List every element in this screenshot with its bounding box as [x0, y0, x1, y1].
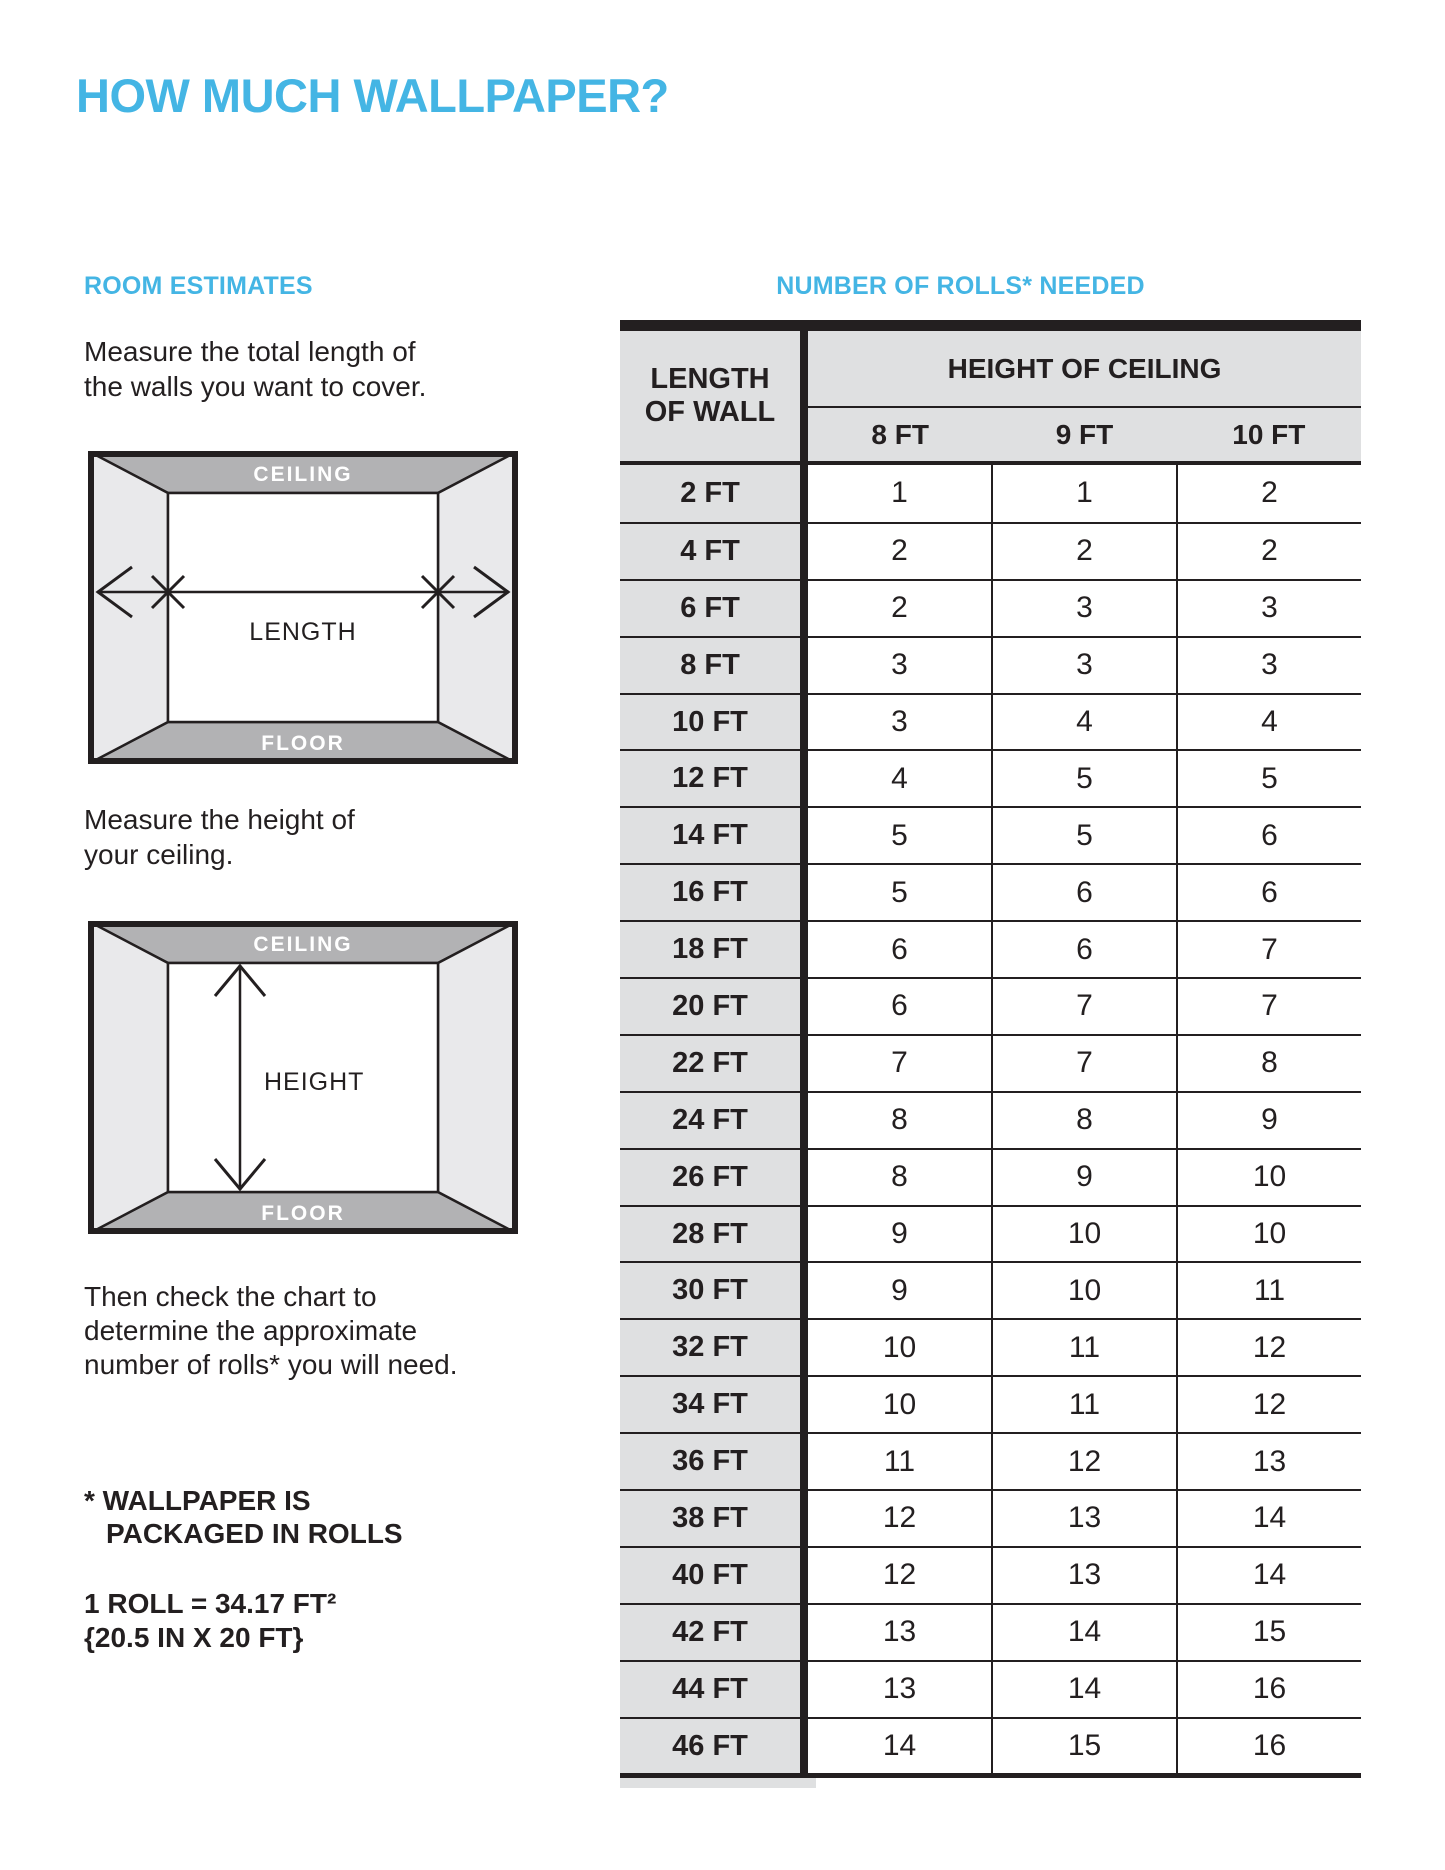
roll-count-cell: 10	[808, 1320, 991, 1375]
roll-count-cell: 12	[808, 1548, 991, 1603]
ceiling-label: CEILING	[253, 463, 353, 486]
wall-length-label: 10 FT	[620, 695, 808, 750]
roll-count-cell: 7	[991, 979, 1176, 1034]
roll-count-cell: 11	[991, 1320, 1176, 1375]
roll-count-cell: 2	[808, 581, 991, 636]
wall-length-label: 22 FT	[620, 1036, 808, 1091]
table-row	[620, 1205, 1361, 1262]
roll-count-cell: 10	[991, 1207, 1176, 1262]
roll-count-cell: 15	[991, 1719, 1176, 1774]
wall-length-label: 6 FT	[620, 581, 808, 636]
roll-count-cell: 14	[1176, 1548, 1361, 1603]
roll-count-cell: 3	[991, 638, 1176, 693]
room-length-diagram	[88, 451, 518, 764]
table-row	[620, 749, 1361, 806]
roll-size-note: 1 ROLL = 34.17 FT² {20.5 IN X 20 FT}	[84, 1588, 337, 1653]
roll-count-cell: 3	[1176, 581, 1361, 636]
roll-count-cell: 8	[991, 1093, 1176, 1148]
instruction-measure-length: Measure the total length of the walls you want to cover.	[84, 336, 427, 402]
wall-length-label: 20 FT	[620, 979, 808, 1034]
roll-count-cell: 4	[1176, 695, 1361, 750]
wall-length-label: 32 FT	[620, 1320, 808, 1375]
roll-count-cell: 6	[808, 979, 991, 1034]
table-row	[620, 465, 1361, 522]
wall-length-label: 40 FT	[620, 1548, 808, 1603]
roll-count-cell: 5	[808, 808, 991, 863]
roll-count-cell: 10	[991, 1263, 1176, 1318]
roll-count-cell: 14	[808, 1719, 991, 1774]
table-header	[620, 331, 1361, 465]
roll-count-cell: 8	[808, 1150, 991, 1205]
length-of-wall-header: LENGTH OF WALL	[620, 331, 808, 461]
roll-count-cell: 12	[991, 1434, 1176, 1489]
floor-label: FLOOR	[261, 732, 345, 755]
length-label: LENGTH	[249, 618, 357, 646]
table-row	[620, 920, 1361, 977]
wall-length-label: 44 FT	[620, 1662, 808, 1717]
rolls-table	[620, 320, 1361, 1788]
table-body	[620, 465, 1361, 1778]
section-heading-room-estimates: ROOM ESTIMATES	[84, 272, 313, 300]
roll-count-cell: 2	[991, 524, 1176, 579]
table-row	[620, 1603, 1361, 1660]
left-wall-surface	[88, 451, 168, 764]
roll-count-cell: 2	[1176, 465, 1361, 522]
wall-length-label: 38 FT	[620, 1491, 808, 1546]
roll-count-cell: 7	[1176, 979, 1361, 1034]
roll-count-cell: 14	[991, 1605, 1176, 1660]
height-of-ceiling-label: HEIGHT OF CEILING	[808, 331, 1361, 408]
roll-count-cell: 4	[808, 751, 991, 806]
table-row	[620, 1546, 1361, 1603]
roll-count-cell: 10	[1176, 1150, 1361, 1205]
table-row	[620, 1432, 1361, 1489]
wall-length-label: 2 FT	[620, 465, 808, 522]
wall-length-label: 34 FT	[620, 1377, 808, 1432]
page-title: HOW MUCH WALLPAPER?	[76, 69, 669, 122]
table-row	[620, 1318, 1361, 1375]
roll-count-cell: 3	[1176, 638, 1361, 693]
roll-count-cell: 16	[1176, 1662, 1361, 1717]
wall-length-label: 30 FT	[620, 1263, 808, 1318]
roll-count-cell: 5	[1176, 751, 1361, 806]
wall-length-label: 18 FT	[620, 922, 808, 977]
roll-count-cell: 13	[808, 1662, 991, 1717]
table-row	[620, 636, 1361, 693]
roll-count-cell: 13	[991, 1548, 1176, 1603]
height-of-ceiling-header	[808, 331, 1361, 461]
roll-count-cell: 9	[808, 1263, 991, 1318]
room-height-diagram	[88, 921, 518, 1234]
roll-count-cell: 11	[1176, 1263, 1361, 1318]
table-row	[620, 579, 1361, 636]
roll-count-cell: 14	[991, 1662, 1176, 1717]
roll-count-cell: 4	[991, 695, 1176, 750]
table-row	[620, 1375, 1361, 1432]
roll-count-cell: 13	[991, 1491, 1176, 1546]
roll-count-cell: 3	[808, 638, 991, 693]
roll-count-cell: 1	[808, 465, 991, 522]
wall-length-label: 24 FT	[620, 1093, 808, 1148]
right-wall-surface	[438, 921, 518, 1234]
roll-count-cell: 6	[991, 865, 1176, 920]
roll-count-cell: 5	[991, 751, 1176, 806]
table-row	[620, 806, 1361, 863]
table-row	[620, 693, 1361, 750]
table-row	[620, 1091, 1361, 1148]
roll-count-cell: 6	[808, 922, 991, 977]
wall-length-label: 46 FT	[620, 1719, 808, 1774]
roll-count-cell: 6	[991, 922, 1176, 977]
roll-count-cell: 13	[808, 1605, 991, 1660]
roll-count-cell: 6	[1176, 865, 1361, 920]
roll-count-cell: 16	[1176, 1719, 1361, 1774]
roll-count-cell: 15	[1176, 1605, 1361, 1660]
table-row	[620, 1261, 1361, 1318]
roll-count-cell: 12	[1176, 1320, 1361, 1375]
roll-count-cell: 8	[808, 1093, 991, 1148]
roll-count-cell: 7	[1176, 922, 1361, 977]
wall-length-label: 28 FT	[620, 1207, 808, 1262]
roll-count-cell: 5	[808, 865, 991, 920]
roll-count-cell: 13	[1176, 1434, 1361, 1489]
wall-length-label: 16 FT	[620, 865, 808, 920]
table-row	[620, 1148, 1361, 1205]
height-label: HEIGHT	[264, 1068, 365, 1096]
roll-count-cell: 2	[808, 524, 991, 579]
roll-count-cell: 10	[1176, 1207, 1361, 1262]
wall-length-label: 4 FT	[620, 524, 808, 579]
roll-count-cell: 12	[1176, 1377, 1361, 1432]
table-row	[620, 522, 1361, 579]
wall-length-label: 12 FT	[620, 751, 808, 806]
instruction-check-chart: Then check the chart to determine the approximate number of rolls* you will need.	[84, 1281, 458, 1380]
roll-count-cell: 1	[991, 465, 1176, 522]
table-bottom-gray-stub	[620, 1778, 816, 1788]
wall-length-label: 8 FT	[620, 638, 808, 693]
floor-label: FLOOR	[261, 1202, 345, 1225]
table-row	[620, 1489, 1361, 1546]
right-wall-surface	[438, 451, 518, 764]
table-row	[620, 977, 1361, 1034]
left-wall-surface	[88, 921, 168, 1234]
ceiling-height-columns	[808, 408, 1361, 461]
wallpaper-rolls-footnote: * WALLPAPER IS PACKAGED IN ROLLS	[84, 1485, 403, 1549]
roll-count-cell: 9	[808, 1207, 991, 1262]
roll-count-cell: 12	[808, 1491, 991, 1546]
col-header-9ft: 9 FT	[1055, 418, 1114, 450]
col-header-8ft: 8 FT	[871, 418, 929, 450]
wall-length-label: 42 FT	[620, 1605, 808, 1660]
roll-count-cell: 9	[991, 1150, 1176, 1205]
rolls-table-heading: NUMBER OF ROLLS* NEEDED	[776, 272, 1145, 300]
table-top-bar	[620, 320, 1361, 331]
roll-count-cell: 14	[1176, 1491, 1361, 1546]
roll-count-cell: 7	[991, 1036, 1176, 1091]
roll-count-cell: 11	[808, 1434, 991, 1489]
wall-length-label: 14 FT	[620, 808, 808, 863]
roll-count-cell: 5	[991, 808, 1176, 863]
roll-count-cell: 3	[991, 581, 1176, 636]
roll-count-cell: 8	[1176, 1036, 1361, 1091]
table-row	[620, 863, 1361, 920]
roll-count-cell: 3	[808, 695, 991, 750]
wall-length-label: 36 FT	[620, 1434, 808, 1489]
table-row	[620, 1034, 1361, 1091]
roll-count-cell: 2	[1176, 524, 1361, 579]
table-row	[620, 1660, 1361, 1717]
roll-count-cell: 11	[991, 1377, 1176, 1432]
ceiling-label: CEILING	[253, 933, 353, 956]
wall-length-label: 26 FT	[620, 1150, 808, 1205]
roll-count-cell: 6	[1176, 808, 1361, 863]
table-row	[620, 1717, 1361, 1774]
roll-count-cell: 9	[1176, 1093, 1361, 1148]
col-header-10ft: 10 FT	[1232, 418, 1306, 450]
roll-count-cell: 10	[808, 1377, 991, 1432]
back-wall-surface	[168, 493, 438, 722]
roll-count-cell: 7	[808, 1036, 991, 1091]
instruction-measure-height: Measure the height of your ceiling.	[84, 804, 355, 870]
